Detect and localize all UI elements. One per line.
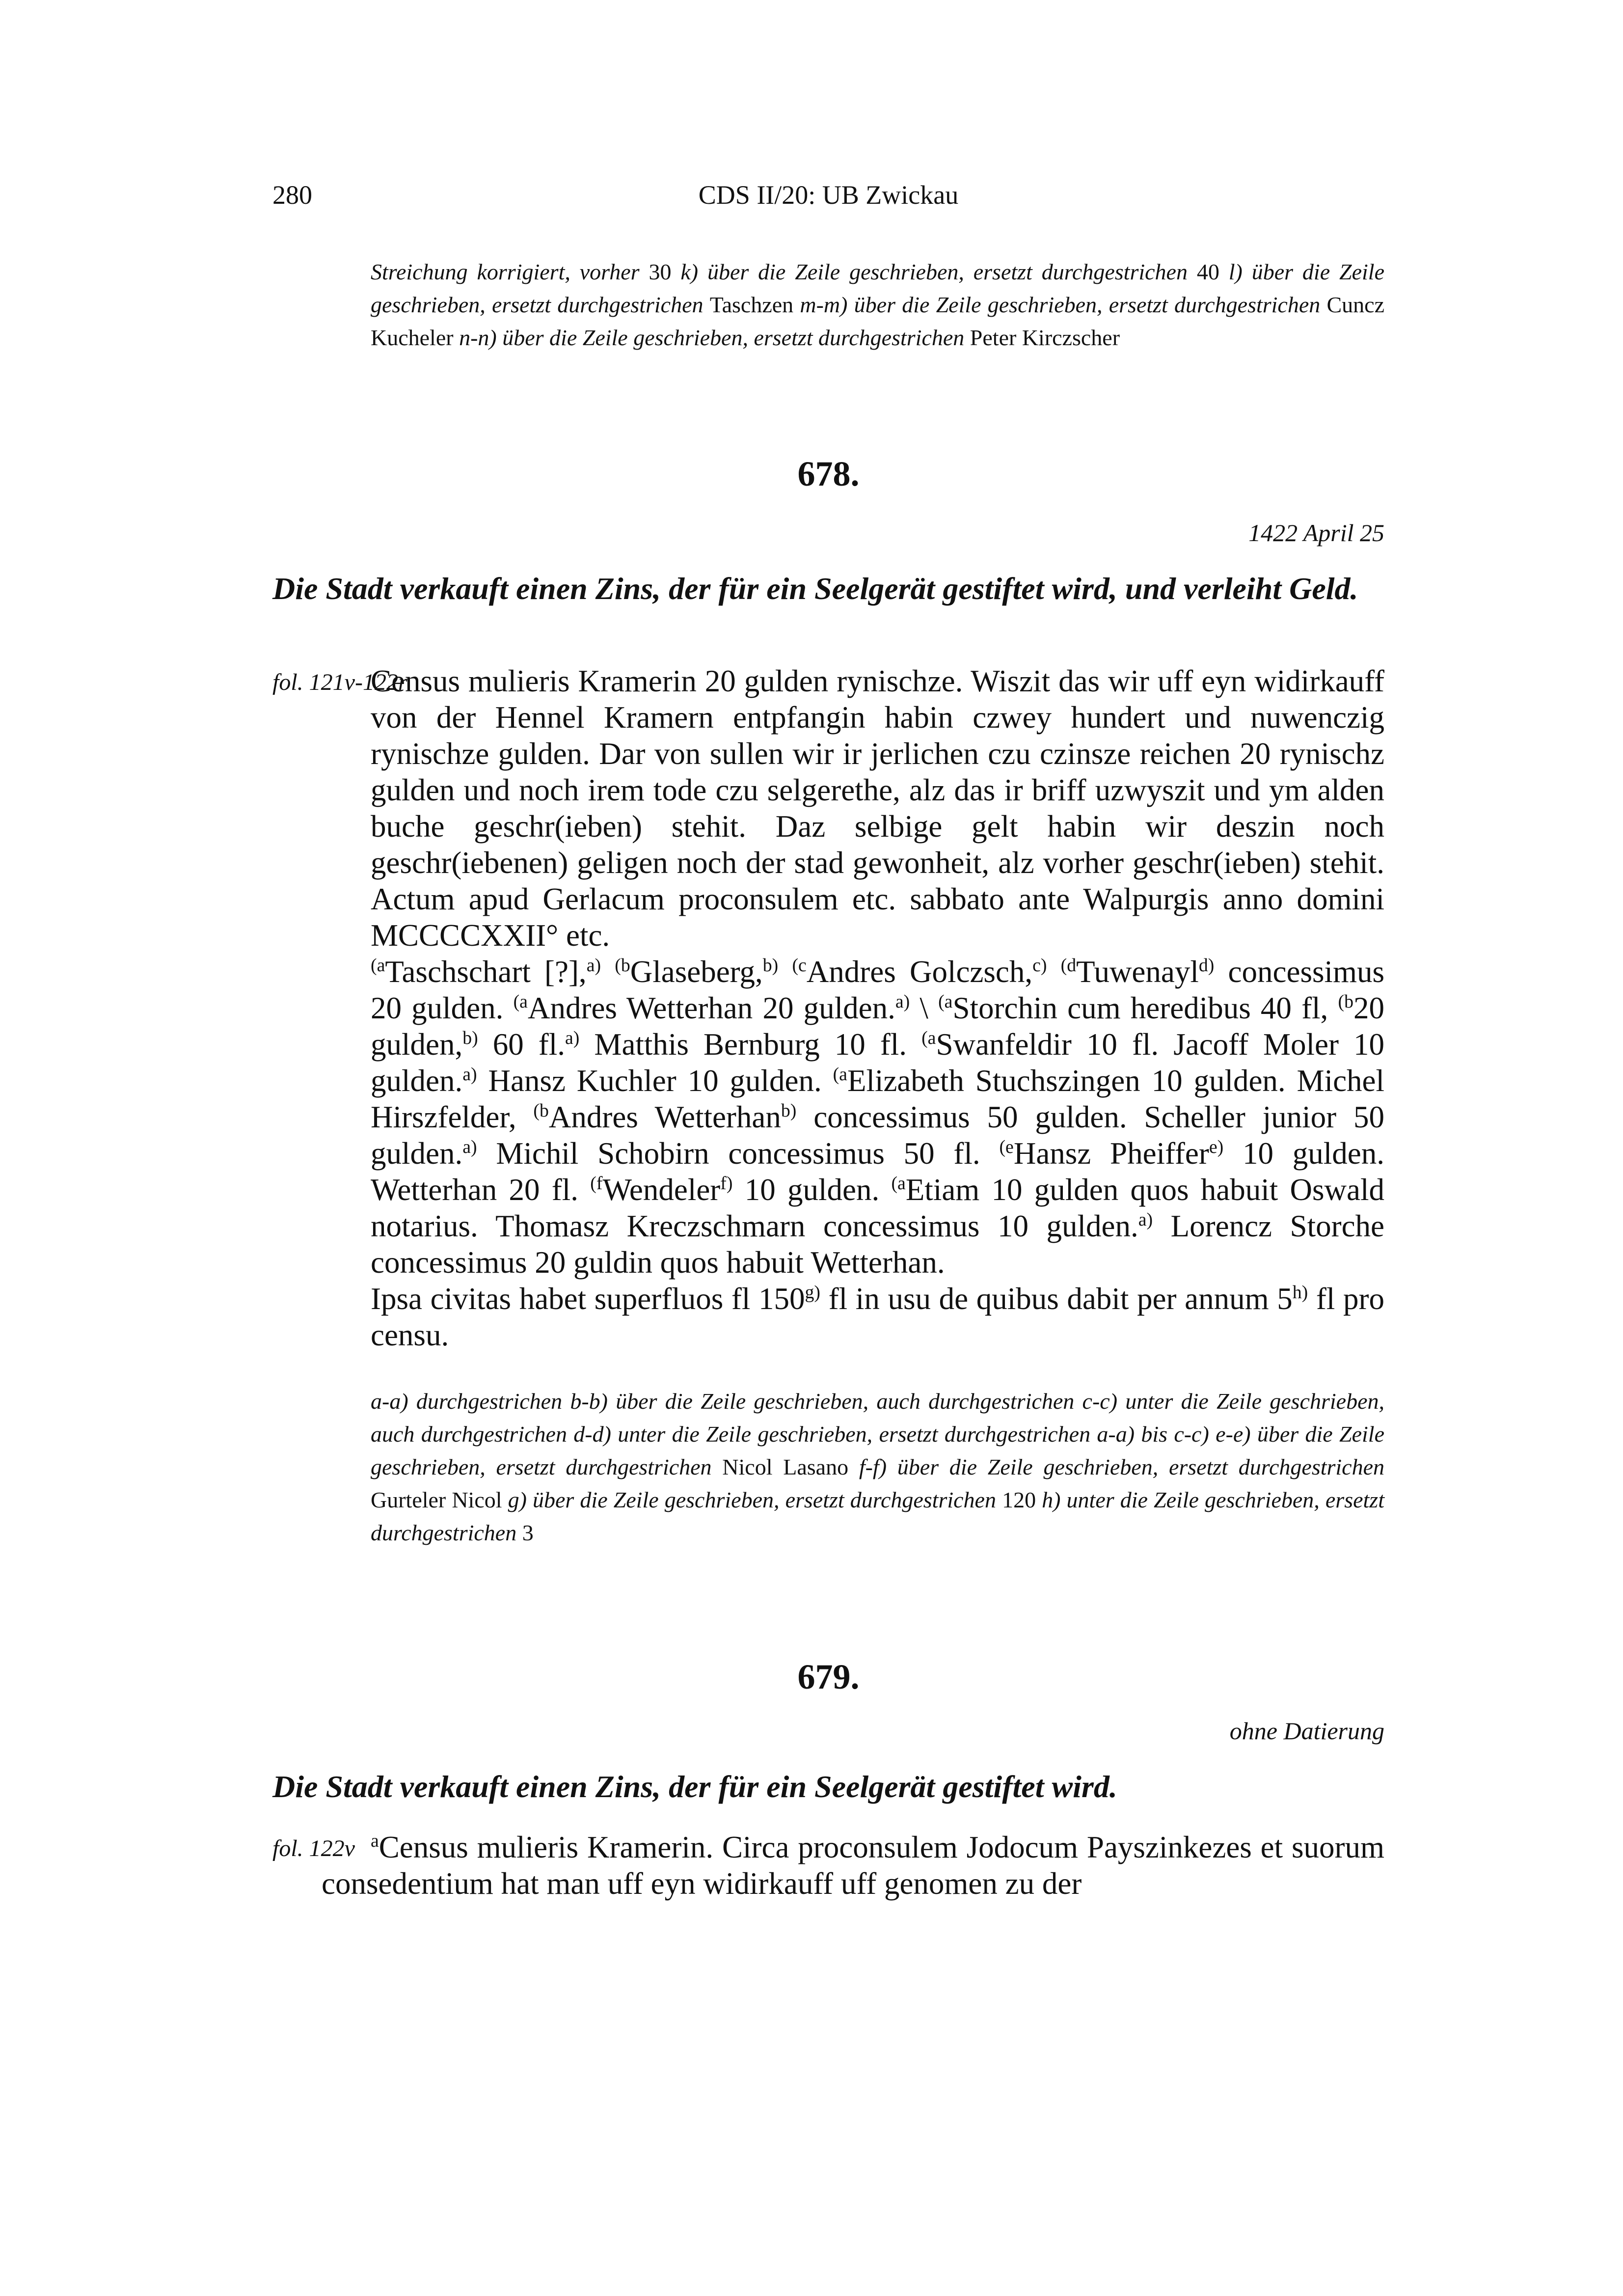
page-number: 280 [272, 180, 312, 210]
document-number: 678. [797, 454, 860, 493]
document-number: 679. [797, 1657, 860, 1696]
folio-reference: fol. 122v [272, 1835, 355, 1861]
document-regest: Die Stadt verkauft einen Zins, der für ein Seelgerät gestiftet wird. [272, 1769, 1117, 1804]
document-date: 1422 April 25 [1248, 519, 1384, 547]
document-footnotes: a-a) durchgestrichen b-b) über die Zeile geschrieben, auch durchgestrichen c-c) unter die Zeile geschrieben, auch durchgestrichen d-d) unter die Zeile geschrieben, ersetzt durchgestrichen a-a) bis c-c) e-e) über die Zeile geschrieben, ersetzt durchgestrichen Nicol Lasano f-f) über die Zeile geschrieben, ersetzt durchgestrichen Gurteler Nicol g) über die Zeile geschrieben, ersetzt durchgestrichen 120 h) unter die Zeile geschrieben, ersetzt durchgestrichen 3 [371, 1389, 1385, 1545]
previous-footnotes: Streichung korrigiert, vorher 30 k) über die Zeile geschrieben, ersetzt durchgestrichen 40 l) über die Zeile geschrieben, ersetzt durchgestrichen Taschzen m-m) über die Zeile geschrieben, ersetzt durchgestrichen Cuncz Kucheler n-n) über die Zeile geschrieben, ersetzt durchgestrichen Peter Kirczscher [371, 259, 1384, 350]
document-regest: Die Stadt verkauft einen Zins, der für ein Seelgerät gestiftet wird, und verleiht Geld. [272, 571, 1358, 606]
running-title: CDS II/20: UB Zwickau [698, 180, 959, 210]
folio-reference: fol. 121v-122r [272, 669, 407, 695]
running-head [272, 178, 1384, 212]
document-text [322, 1829, 1384, 1902]
text-paragraph: $^a$Census mulieris Kramerin. Circa proconsulem Jodocum Payszinkezes et suorum consedentium hat man uff eyn widirkauff uff genomen zu der [322, 1830, 1384, 1901]
text-paragraph: Census mulieris Kramerin 20 gulden rynischze. Wiszit das wir uff eyn widirkauff von der Hennel Kramern entpfangin habin czwey hundert und nuwenczig rynischze gulden. Dar von sullen wir ir jerlichen czu czinsze reichen 20 rynischz gulden und noch irem tode czu selgerethe, alz das ir briff uzwyszit und ym alden buche geschr(ieben) stehit. Daz selbige gelt habin wir deszin noch geschr(iebenen) geligen noch der stad gewonheit, alz vorher geschr(ieben) stehit. Actum apud Gerlacum proconsulem etc. sabbato ante Walpurgis anno domini MCCCCXXII° etc. [371, 664, 1384, 953]
document-date: ohne Datierung [1229, 1717, 1384, 1745]
document-text [371, 663, 1384, 1353]
text-summary: Ipsa civitas habet superfluos fl 150$^{g)}$ fl in usu de quibus dabit per annum 5$^{h)}$ fl pro censu. [371, 1282, 1384, 1352]
text-list: $^{(a}$Taschschart [?],$^{a)}$ $^{(b}$Glaseberg,$^{b)}$ $^{(c}$Andres Golczsch,$^{c)}$ $^{(d}$Tuwenayl$^{d)}$ concessimus 20 gulden. $^{(a}$Andres Wetterhan 20 gulden.$^{a)}$ \ $^{(a}$Storchin cum heredibus 40 fl, $^{(b}$20 gulden,$^{b)}$ 60 fl.$^{a)}$ Matthis Bernburg 10 fl. $^{(a}$Swanfeldir 10 fl. Jacoff Moler 10 gulden.$^{a)}$ Hansz Kuchler 10 gulden. $^{(a}$Elizabeth Stuchszingen 10 gulden. Michel Hirszfelder, $^{(b}$Andres Wetterhan$^{b)}$ concessimus 50 gulden. Scheller junior 50 gulden.$^{a)}$ Michil Schobirn concessimus 50 fl. $^{(e}$Hansz Pheiffer$^{e)}$ 10 gulden. Wetterhan 20 fl. $^{(f}$Wendeler$^{f)}$ 10 gulden. $^{(a}$Etiam 10 gulden quos habuit Oswald notarius. Thomasz Kreczschmarn concessimus 10 gulden.$^{a)}$ Lorencz Storche concessimus 20 guldin quos habuit Wetterhan. [371, 955, 1385, 1280]
